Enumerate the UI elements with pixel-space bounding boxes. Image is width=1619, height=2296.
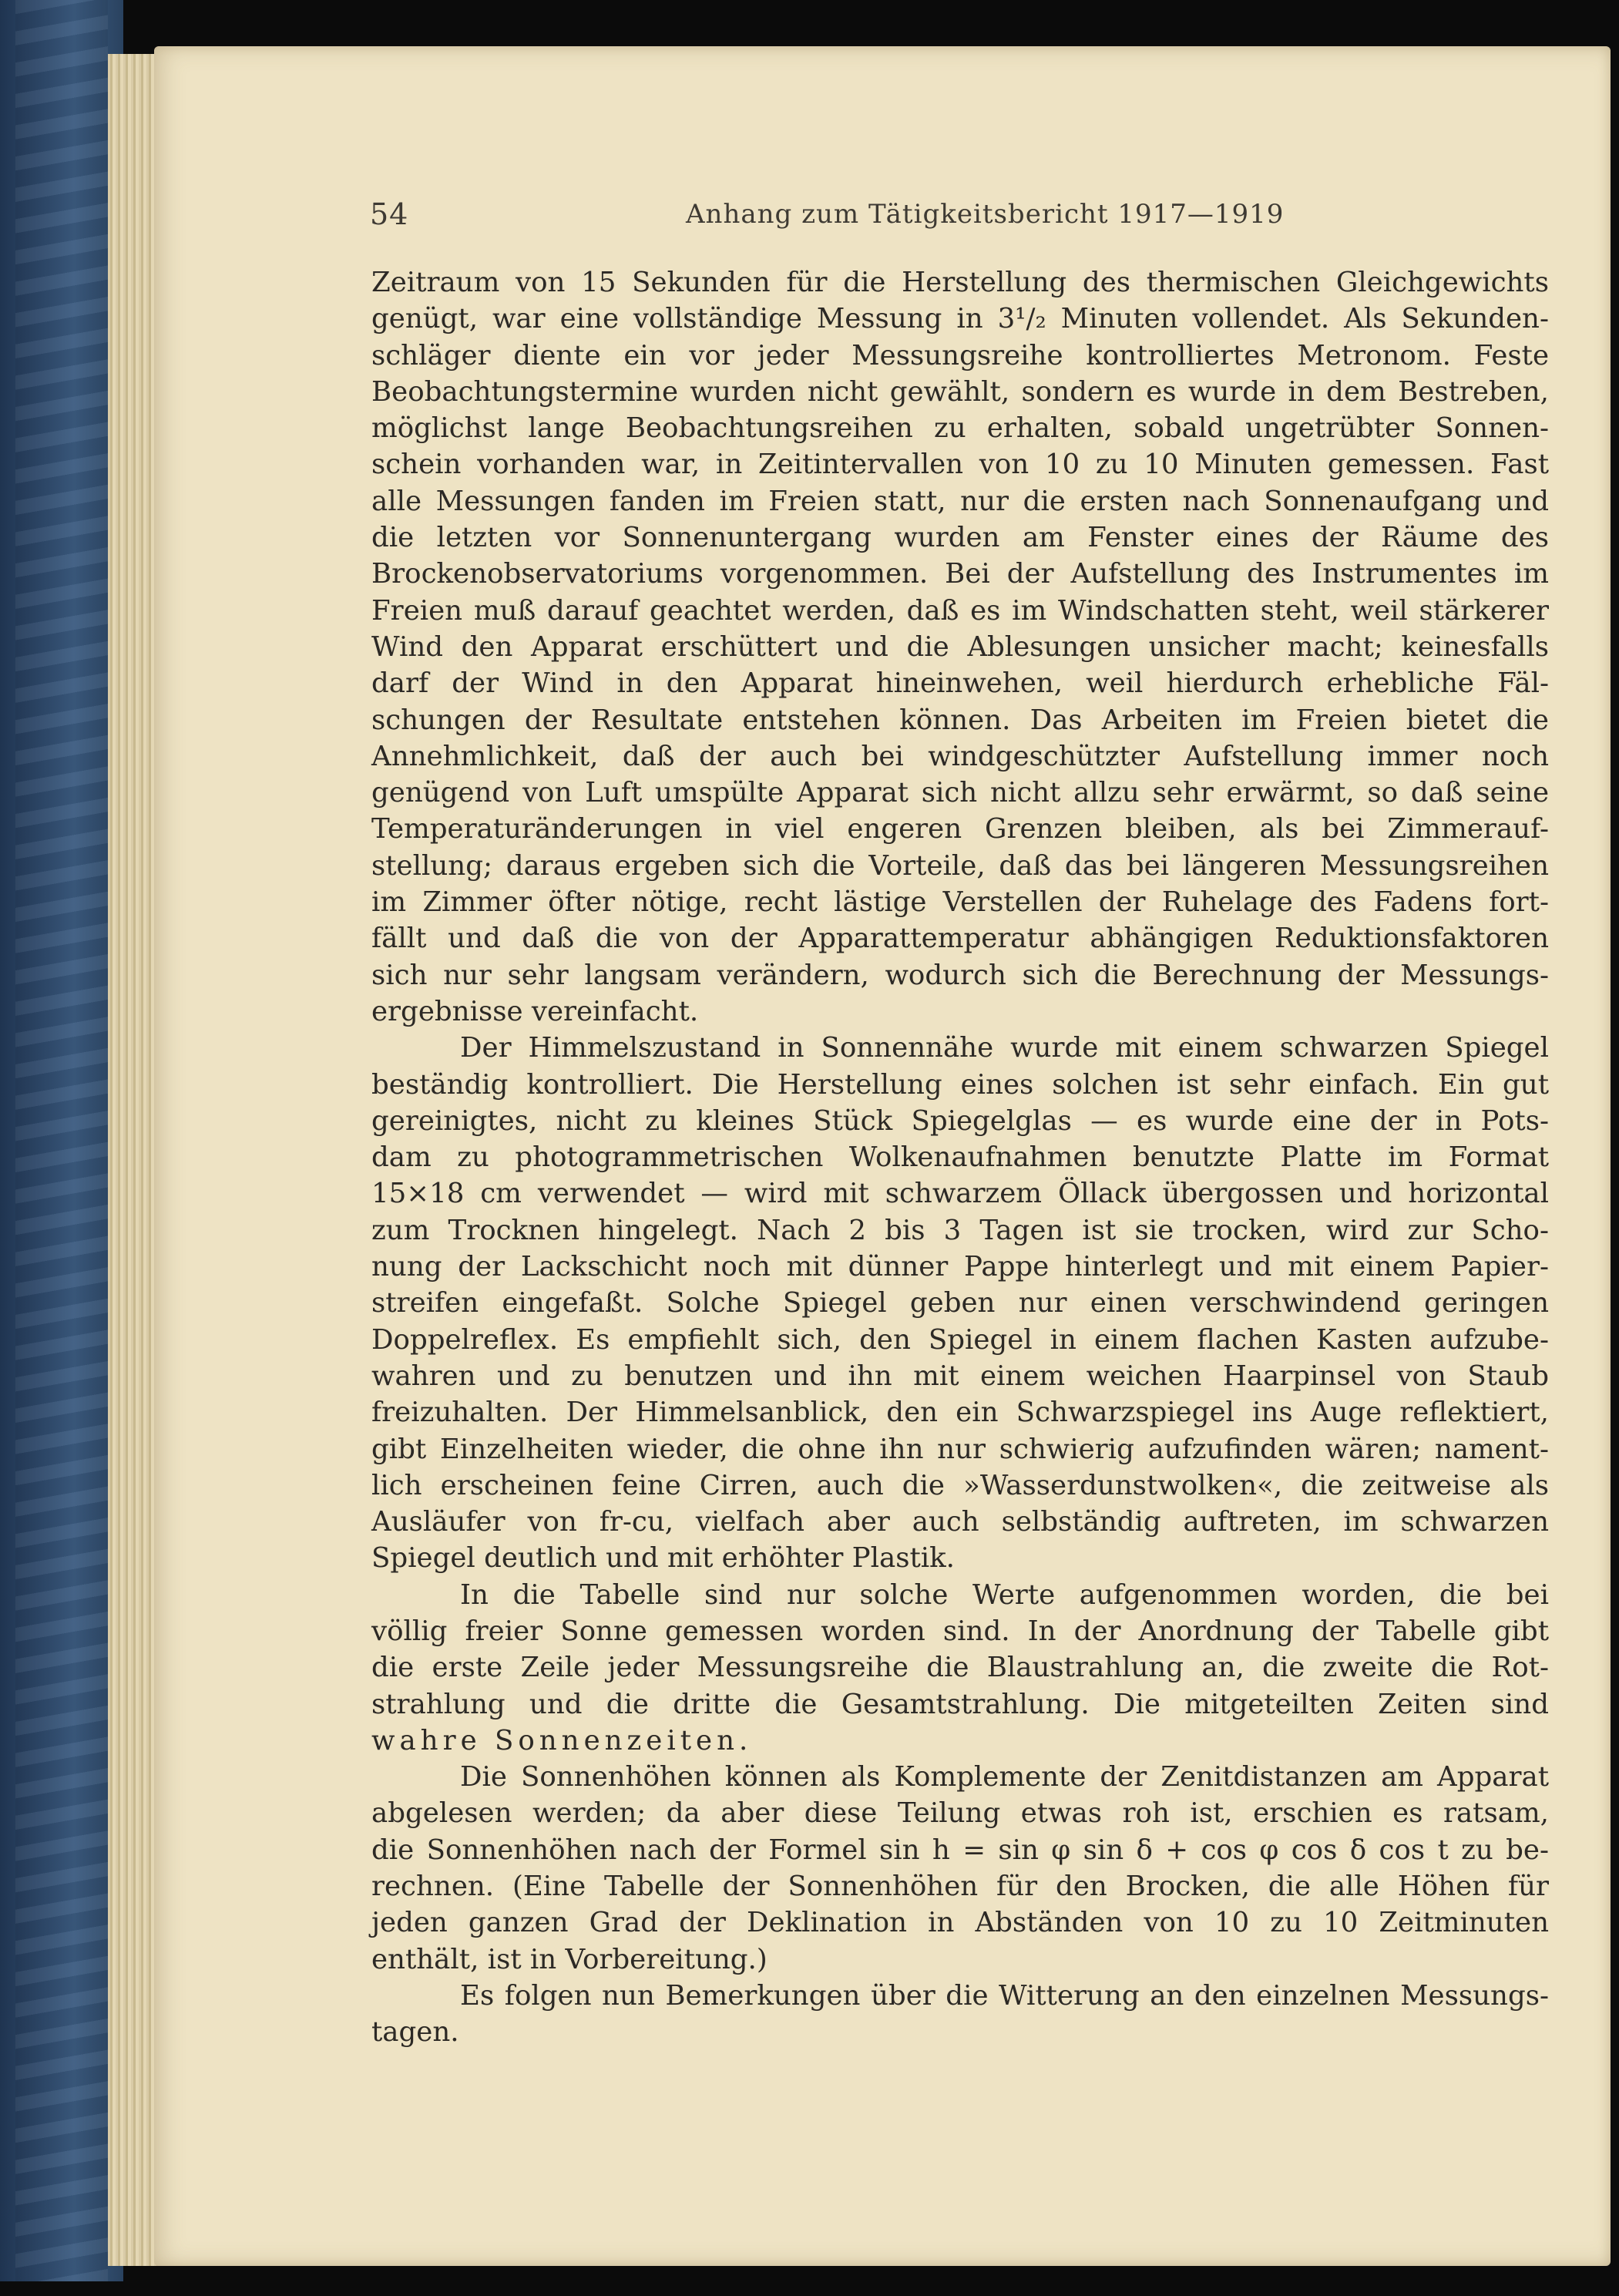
text-line: tagen. — [371, 2016, 459, 2049]
text-line: rechnen. (Eine Tabelle der Sonnenhöhen für den Brocken, die alle Höhen für — [371, 1871, 1549, 1903]
text-line: schein vorhanden war, in Zeitintervallen von 10 zu 10 Minuten gemessen. Fast — [371, 449, 1549, 481]
paragraph-start-line: In die Tabelle sind nur solche Werte aufgenommen worden, die bei — [460, 1578, 1549, 1611]
text-line: Freien muß darauf geachtet werden, daß es im Windschatten steht, weil stärkerer — [371, 594, 1549, 627]
text-line: gibt Einzelheiten wieder, die ohne ihn nur schwierig aufzufinden wären; nament- — [371, 1433, 1549, 1465]
text-line: Wind den Apparat erschüttert und die Ablesungen unsicher macht; keinesfalls — [371, 630, 1549, 663]
text-line: schläger diente ein vor jeder Messungsreihe kontrolliertes Metronom. Feste — [371, 339, 1549, 371]
text-line: die erste Zeile jeder Messungsreihe die Blaustrahlung an, die zweite die Rot- — [371, 1652, 1549, 1684]
text-line: nung der Lackschicht noch mit dünner Pappe hinterlegt und mit einem Papier- — [371, 1251, 1549, 1283]
text-line: stellung; daraus ergeben sich die Vorteile, daß das bei längeren Messungsreihen — [371, 849, 1549, 882]
text-line: enthält, ist in Vorbereitung.) — [371, 1943, 768, 1975]
text-line: Brockenobservatoriums vorgenommen. Bei der Aufstellung des Instrumentes im — [371, 558, 1549, 590]
paragraph-start-line: Die Sonnenhöhen können als Komplemente der Zenitdistanzen am Apparat — [460, 1761, 1549, 1793]
text-line: fällt und daß die von der Apparattemperatur abhängigen Reduktionsfaktoren — [371, 923, 1549, 955]
text-line: im Zimmer öfter nötige, recht lästige Verstellen der Ruhelage des Fadens fort- — [371, 886, 1549, 919]
text-line: Spiegel deutlich und mit erhöhter Plastik. — [371, 1542, 955, 1575]
text-line: schungen der Resultate entstehen können. Das Arbeiten im Freien bietet die — [371, 704, 1549, 736]
text-line: Temperaturänderungen in viel engeren Grenzen bleiben, als bei Zimmerauf- — [371, 813, 1549, 845]
text-line: völlig freier Sonne gemessen worden sind. In der Anordnung der Tabelle gibt — [371, 1615, 1549, 1647]
text-line: lich erscheinen feine Cirren, auch die »Wasserdunstwolken«, die zeitweise als — [371, 1469, 1549, 1501]
text-line: 15×18 cm verwendet — wird mit schwarzem Öllack übergossen und horizontal — [371, 1178, 1549, 1210]
text-line: freizuhalten. Der Himmelsanblick, den ein Schwarzspiegel ins Auge reflektiert, — [371, 1397, 1549, 1429]
paragraph-start-line: Es folgen nun Bemerkungen über die Witterung an den einzelnen Messungs- — [460, 1979, 1549, 2012]
text-line: Ausläufer von fr-cu, vielfach aber auch selbständig auftreten, im schwarzen — [371, 1506, 1549, 1538]
text-line: Doppelreflex. Es empfiehlt sich, den Spiegel in einem flachen Kasten aufzube- — [371, 1323, 1549, 1356]
text-line: sich nur sehr langsam verändern, wodurch sich die Berechnung der Messungs- — [371, 959, 1549, 991]
text-line: genügend von Luft umspülte Apparat sich nicht allzu sehr erwärmt, so daß seine — [371, 777, 1549, 809]
text-line: Annehmlichkeit, daß der auch bei windgeschützter Aufstellung immer noch — [371, 740, 1549, 772]
text-line: Beobachtungstermine wurden nicht gewählt, sondern es wurde in dem Bestreben, — [371, 375, 1549, 408]
text-line: die letzten vor Sonnenuntergang wurden am Fenster eines der Räume des — [371, 522, 1549, 554]
text-line: dam zu photogrammetrischen Wolkenaufnahmen benutzte Platte im Format — [371, 1141, 1549, 1174]
text-line: zum Trocknen hingelegt. Nach 2 bis 3 Tagen ist sie trocken, wird zur Scho- — [371, 1214, 1549, 1246]
running-title: Anhang zum Tätigkeitsbericht 1917—1919 — [686, 199, 1285, 230]
text-line: möglichst lange Beobachtungsreihen zu erhalten, sobald ungetrübter Sonnen- — [371, 412, 1549, 445]
body-text — [371, 264, 1549, 2051]
text-line: abgelesen werden; da aber diese Teilung etwas roh ist, erschien es ratsam, — [371, 1797, 1549, 1830]
text-line: wahren und zu benutzen und ihn mit einem weichen Haarpinsel von Staub — [371, 1360, 1549, 1392]
text-line: beständig kontrolliert. Die Herstellung eines solchen ist sehr einfach. Ein gut — [371, 1068, 1549, 1101]
running-header — [370, 197, 1572, 244]
text-line: strahlung und die dritte die Gesamtstrahlung. Die mitgeteilten Zeiten sind — [371, 1688, 1549, 1720]
text-line: genügt, war eine vollständige Messung in 3¹/₂ Minuten vollendet. Als Sekunden- — [371, 303, 1549, 335]
marbled-cover-edge — [0, 0, 123, 2281]
text-line: ergebnisse vereinfacht. — [371, 995, 699, 1027]
text-line: Zeitraum von 15 Sekunden für die Herstellung des thermischen Gleichgewichts — [371, 267, 1549, 298]
text-line: alle Messungen fanden im Freien statt, nur die ersten nach Sonnenaufgang und — [371, 485, 1549, 517]
paragraph-start-line: Der Himmelszustand in Sonnennähe wurde mit einem schwarzen Spiegel — [460, 1032, 1549, 1064]
text-line: darf der Wind in den Apparat hineinwehen, weil hierdurch erhebliche Fäl- — [371, 667, 1549, 700]
text-line: streifen eingefaßt. Solche Spiegel geben nur einen verschwindend geringen — [371, 1287, 1549, 1319]
text-line: jeden ganzen Grad der Deklination in Abständen von 10 zu 10 Zeitminuten — [371, 1907, 1549, 1939]
text-line: gereinigtes, nicht zu kleines Stück Spiegelglas — es wurde eine der in Pots- — [371, 1104, 1549, 1137]
page-number: 54 — [370, 197, 409, 231]
text-line: wahre Sonnenzeiten. — [371, 1724, 753, 1756]
text-line: die Sonnenhöhen nach der Formel sin h = sin φ sin δ + cos φ cos δ cos t zu be- — [371, 1834, 1549, 1866]
